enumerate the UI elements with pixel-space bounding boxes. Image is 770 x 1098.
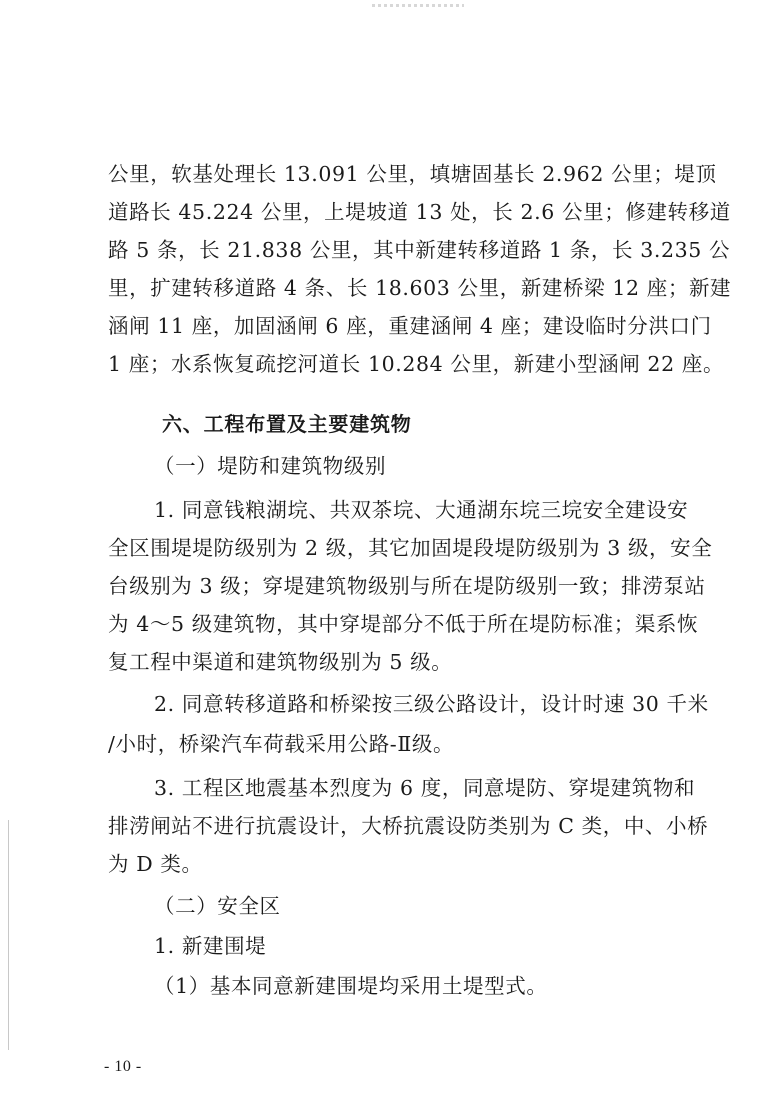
paragraph-line: 1 座；水系恢复疏挖河道长 10.284 公里，新建小型涵闸 22 座。 (108, 352, 725, 376)
item-line: 为 4～5 级建筑物，其中穿堤部分不低于所在堤防标准；渠系恢 (108, 612, 699, 636)
item-line: 2. 同意转移道路和桥梁按三级公路设计，设计时速 30 千米 (154, 692, 709, 716)
item-line: 1. 同意钱粮湖垸、共双茶垸、大通湖东垸三垸安全建设安 (154, 498, 689, 522)
paragraph-line: 里，扩建转移道路 4 条、长 18.603 公里，新建桥梁 12 座；新建 (108, 276, 732, 300)
subsection-heading: （一）堤防和建筑物级别 (154, 454, 387, 478)
item-line: 3. 工程区地震基本烈度为 6 度，同意堤防、穿堤建筑物和 (154, 776, 696, 800)
page-number: - 10 - (104, 1058, 142, 1075)
item-line: 为 D 类。 (108, 852, 203, 876)
item-line: 排涝闸站不进行抗震设计，大桥抗震设防类别为 C 类，中、小桥 (108, 814, 709, 838)
item-line: /小时，桥梁汽车荷载采用公路-Ⅱ级。 (108, 732, 455, 756)
item-line: （1）基本同意新建围堤均采用土堤型式。 (154, 974, 548, 998)
scan-artifact-edge (8, 820, 9, 1050)
item-line: 1. 新建围堤 (154, 934, 267, 958)
subsection-heading: （二）安全区 (154, 894, 281, 918)
item-line: 全区围堤堤防级别为 2 级，其它加固堤段堤防级别为 3 级，安全 (108, 536, 713, 560)
item-line: 台级别为 3 级；穿堤建筑物级别与所在堤防级别一致；排涝泵站 (108, 574, 706, 598)
section-heading: 六、工程布置及主要建筑物 (162, 412, 412, 436)
item-line: 复工程中渠道和建筑物级别为 5 级。 (108, 650, 453, 674)
paragraph-line: 道路长 45.224 公里，上堤坡道 13 处，长 2.6 公里；修建转移道 (108, 200, 731, 224)
paragraph-line: 公里，软基处理长 13.091 公里，填塘固基长 2.962 公里；堤顶 (108, 162, 717, 186)
scan-artifact-top (372, 4, 464, 7)
paragraph-line: 路 5 条，长 21.838 公里，其中新建转移道路 1 条，长 3.235 公 (108, 238, 731, 262)
paragraph-line: 涵闸 11 座，加固涵闸 6 座，重建涵闸 4 座；建设临时分洪口门 (108, 314, 712, 338)
